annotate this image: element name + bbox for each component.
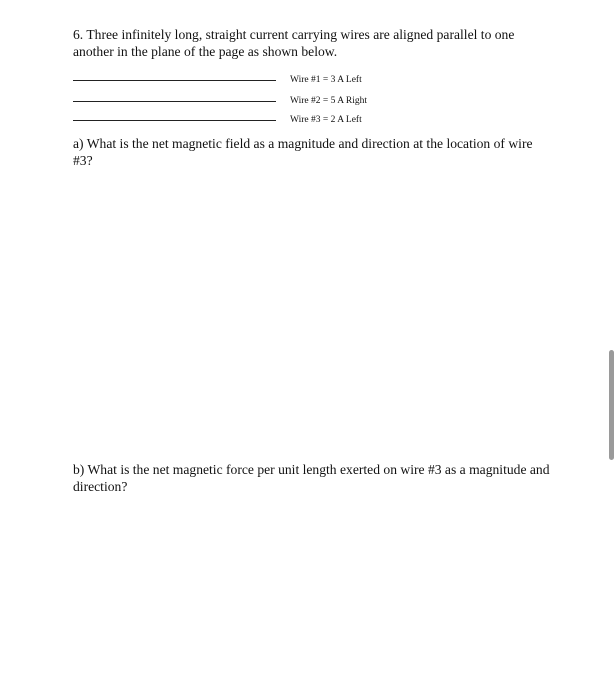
wire-3-label: Wire #3 = 2 A Left [290, 115, 362, 125]
wire-1-line [73, 80, 276, 81]
wire-3-line [73, 120, 276, 121]
question-intro: 6. Three infinitely long, straight current carrying wires are aligned parallel to one another in the plane of the page as shown below. [73, 27, 515, 59]
wire-1-label: Wire #1 = 3 A Left [290, 75, 362, 85]
wire-2-line [73, 101, 276, 102]
question-part-a: a) What is the net magnetic field as a magnitude and direction at the location of wire #3? [73, 136, 533, 168]
vertical-scrollbar[interactable] [609, 350, 614, 460]
wire-2-label: Wire #2 = 5 A Right [290, 96, 368, 106]
question-part-b: b) What is the net magnetic force per unit length exerted on wire #3 as a magnitude and direction? [73, 462, 550, 494]
